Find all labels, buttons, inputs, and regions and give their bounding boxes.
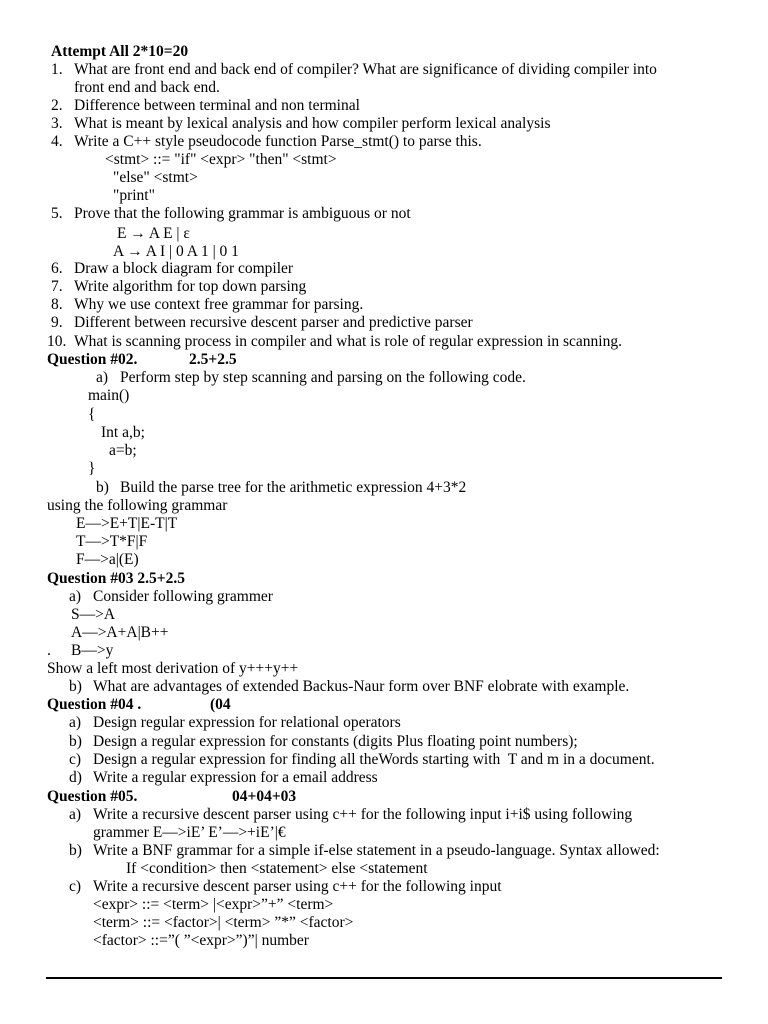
q2-a-label: a)	[96, 369, 109, 386]
q5-b-syntax: If <condition> then <statement> else <statement	[126, 860, 428, 877]
q3-grammar-3: B—>y	[71, 642, 114, 659]
q1-item-4-rule-1: <stmt> ::= "if" <expr> "then" <stmt>	[105, 151, 337, 168]
q5-title: Question #05.	[47, 788, 138, 805]
q5-b-text: Write a BNF grammar for a simple if-else statement in a pseudo-language. Syntax allowed:	[93, 842, 660, 859]
q2-code-line-5: }	[88, 460, 96, 477]
q1-item-4-rule-3: "print"	[113, 187, 155, 204]
q1-item-1-number: 1.	[51, 61, 63, 78]
q1-item-5-text: Prove that the following grammar is ambiguous or not	[74, 205, 411, 222]
q4-marks: (04	[210, 696, 231, 713]
q3-title: Question #03 2.5+2.5	[47, 570, 186, 587]
q1-item-8-text: Why we use context free grammar for parsing.	[74, 296, 364, 313]
q2-grammar-1: E—>E+T|E-T|T	[76, 515, 178, 532]
q5-a-text: Write a recursive descent parser using c++ for the following input i+i$ using following	[93, 806, 633, 823]
q3-derivation: Show a left most derivation of y+++y++	[47, 660, 299, 677]
q5-c-rule-3: <factor> ::=”( ”<expr>”)”| number	[93, 932, 309, 949]
q2-code-line-4: a=b;	[109, 442, 137, 459]
q2-grammar-2: T—>T*F|F	[76, 533, 148, 550]
q5-c-text: Write a recursive descent parser using c++ for the following input	[93, 878, 502, 895]
q1-item-5-number: 5.	[51, 205, 63, 222]
q4-c-label: c)	[69, 751, 82, 768]
q1-item-2-number: 2.	[51, 97, 63, 114]
q4-d-label: d)	[69, 769, 82, 786]
q2-b-text-cont: using the following grammar	[47, 497, 228, 514]
q2-code-line-3: Int a,b;	[101, 424, 145, 441]
q4-a-text: Design regular expression for relational operators	[93, 714, 401, 731]
q3-dot: .	[47, 642, 51, 659]
q2-marks: 2.5+2.5	[189, 351, 237, 368]
q1-item-4-rule-2: "else" <stmt>	[113, 169, 198, 186]
q5-a-label: a)	[69, 806, 82, 823]
q1-item-7-number: 7.	[51, 278, 63, 295]
q5-c-label: c)	[69, 878, 82, 895]
q4-title: Question #04 .	[47, 696, 142, 713]
q1-item-1-text-cont: front end and back end.	[74, 79, 220, 96]
q2-code-line-1: main()	[88, 387, 130, 404]
q5-c-rule-1: <expr> ::= <term> |<expr>”+” <term>	[93, 896, 334, 913]
q1-item-9-text: Different between recursive descent parser and predictive parser	[74, 314, 473, 331]
q3-b-text: What are advantages of extended Backus-Naur form over BNF elobrate with example.	[93, 678, 630, 695]
q2-a-text: Perform step by step scanning and parsing on the following code.	[120, 369, 526, 386]
q1-item-10-number: 10.	[47, 333, 67, 350]
q1-item-9-number: 9.	[51, 314, 63, 331]
q1-item-3-number: 3.	[51, 115, 63, 132]
q2-b-label: b)	[96, 479, 109, 496]
q2-title: Question #02.	[47, 351, 138, 368]
q3-grammar-1: S—>A	[71, 606, 116, 623]
q1-item-5-production-2: A → A I | 0 A 1 | 0 1	[113, 243, 239, 260]
q1-item-5-production-1: E → A E | ε	[117, 225, 190, 242]
q2-code-line-2: {	[88, 406, 96, 423]
q3-a-label: a)	[69, 588, 82, 605]
q1-item-1-text: What are front end and back end of compiler? What are significance of dividing compiler into	[74, 61, 657, 78]
q4-c-text: Design a regular expression for finding all theWords starting with T and m in a document.	[93, 751, 655, 768]
q1-item-10-text: What is scanning process in compiler and what is role of regular expression in scanning.	[74, 333, 622, 350]
q5-b-label: b)	[69, 842, 82, 859]
q4-b-text: Design a regular expression for constants (digits Plus floating point numbers);	[93, 733, 578, 750]
q2-b-text: Build the parse tree for the arithmetic expression 4+3*2	[120, 479, 467, 496]
q4-d-text: Write a regular expression for a email address	[93, 769, 378, 786]
q3-grammar-2: A—>A+A|B++	[71, 624, 169, 641]
q1-item-6-text: Draw a block diagram for compiler	[74, 260, 294, 277]
q5-marks: 04+04+03	[232, 788, 297, 805]
q5-c-rule-2: <term> ::= <factor>| <term> ”*” <factor>	[93, 914, 354, 931]
q3-b-label: b)	[69, 678, 82, 695]
q2-grammar-3: F—>a|(E)	[76, 551, 139, 568]
q1-item-4-text: Write a C++ style pseudocode function Parse_stmt() to parse this.	[74, 133, 482, 150]
q1-item-8-number: 8.	[51, 296, 63, 313]
q1-item-4-number: 4.	[51, 133, 63, 150]
q1-item-6-number: 6.	[51, 260, 63, 277]
q5-a-text-cont: grammer E—>iE’ E’—>+iE’|€	[93, 824, 286, 841]
exam-heading: Attempt All 2*10=20	[51, 43, 189, 60]
q1-item-2-text: Difference between terminal and non terminal	[74, 97, 360, 114]
q1-item-3-text: What is meant by lexical analysis and how compiler perform lexical analysis	[74, 115, 551, 132]
q4-b-label: b)	[69, 733, 82, 750]
q1-item-7-text: Write algorithm for top down parsing	[74, 278, 307, 295]
footer-divider	[46, 977, 722, 979]
q4-a-label: a)	[69, 714, 82, 731]
q3-a-text: Consider following grammer	[93, 588, 273, 605]
